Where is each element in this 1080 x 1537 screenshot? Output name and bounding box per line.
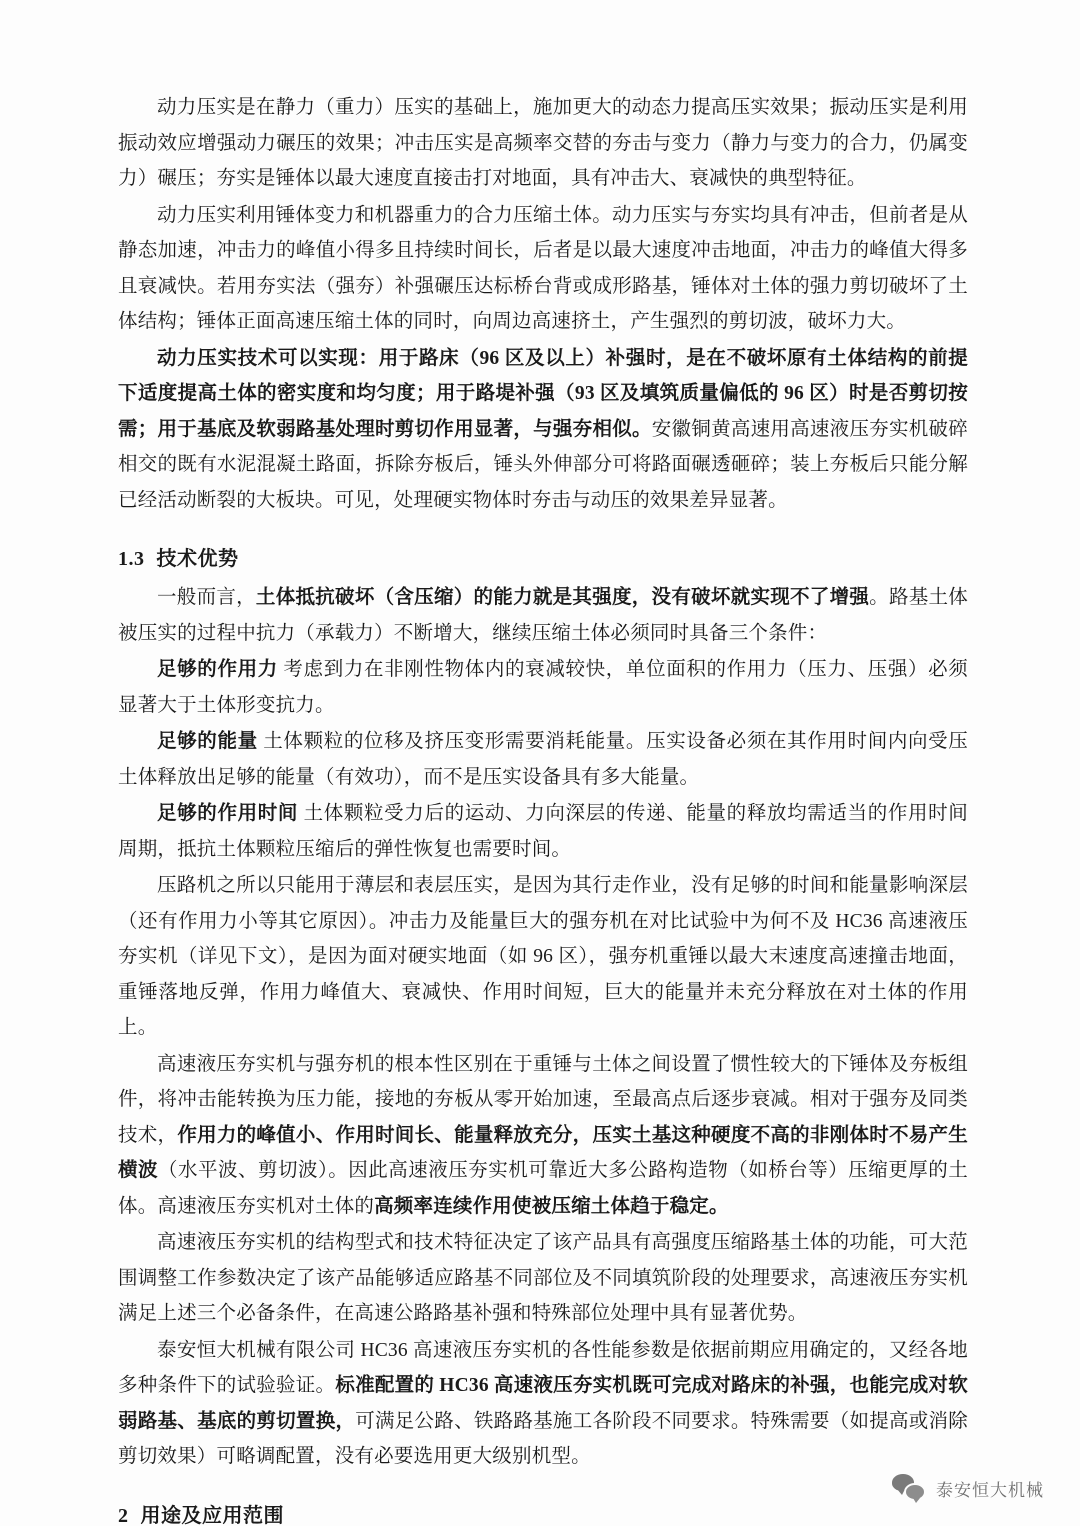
text-run: 动力压实利用锤体变力和机器重力的合力压缩土体。动力压实与夯实均具有冲击，但前者是从静态加速，冲击力的峰值小得多且持续时间长，后者是以最大速度冲击地面，冲击力的峰值大得多且衰减快。若用夯实法（强夯）补强碾压达标桥台背或成形路基，锤体对土体的强力剪切破坏了土体结构；锤体正面高速压缩土体的同时，向周边高速挤土，产生强烈的剪切波，破坏力大。 bbox=[118, 204, 968, 332]
text-run-bold: 标准配置的 HC36 高速液压夯实机既可完成对路床的补强，也能完成对软弱路基、基底的剪切置换， bbox=[118, 1375, 968, 1432]
paragraph bbox=[118, 198, 968, 340]
paragraph bbox=[118, 1333, 968, 1475]
text-run: 土体颗粒受力后的运动、力向深层的传递、能量的释放均需适当的作用时间周期，抵抗土体颗粒压缩后的弹性恢复也需要时间。 bbox=[118, 803, 968, 860]
text-run: 考虑到力在非刚性物体内的衰减较快，单位面积的作用力（压力、压强）必须显著大于土体形变抗力。 bbox=[118, 659, 968, 716]
text-run-bold: 足够的作用力 bbox=[157, 659, 278, 680]
heading-number: 2 bbox=[118, 1504, 129, 1527]
document-body bbox=[118, 90, 968, 1537]
text-run: 高速液压夯实机的结构型式和技术特征决定了该产品具有高强度压缩路基土体的功能，可大范围调整工作参数决定了该产品能够适应路基不同部位及不同填筑阶段的处理要求，高速液压夯实机满足上述三个必备条件，在高速公路路基补强和特殊部位处理中具有显著优势。 bbox=[118, 1232, 968, 1324]
text-run: 土体颗粒的位移及挤压变形需要消耗能量。压实设备必须在其作用时间内向受压土体释放出足够的能量（有效功），而不是压实设备具有多大能量。 bbox=[118, 731, 968, 788]
paragraph bbox=[118, 90, 968, 197]
paragraph bbox=[118, 580, 968, 651]
paragraph bbox=[118, 1047, 968, 1225]
heading-2 bbox=[118, 1499, 968, 1533]
text-run: 。路基土体被压实的过程中抗力（承载力）不断增大，继续压缩土体必须同时具备三个条件： bbox=[118, 587, 968, 644]
text-run: 高速液压夯实机与强夯机的根本性区别在于重锤与土体之间设置了惯性较大的下锤体及夯板组件，将冲击能转换为压力能，接地的夯板从零开始加速，至最高点后逐步衰减。相对于强夯及同类技术， bbox=[118, 1053, 968, 1146]
wechat-account-watermark bbox=[892, 1474, 1044, 1502]
text-run-bold: 足够的能量 bbox=[157, 731, 258, 752]
paragraph bbox=[118, 1225, 968, 1332]
wechat-icon bbox=[892, 1474, 926, 1502]
text-run-bold: 足够的作用时间 bbox=[157, 803, 299, 824]
text-run-bold: 高频率连续作用使被压缩土体趋于稳定。 bbox=[374, 1195, 729, 1217]
heading-number: 1.3 bbox=[118, 548, 145, 570]
heading-title: 技术优势 bbox=[156, 548, 239, 570]
text-run: 压路机之所以只能用于薄层和表层压实，是因为其行走作业，没有足够的时间和能量影响深层（还有作用力小等其它原因）。冲击力及能量巨大的强夯机在对比试验中为何不及 HC36 高速液压夯实机（详见下文），是因为面对硬实地面（如 96 区），强夯机重锤以最大末速度高速撞击地面，重锤落地反弹，作用力峰值大、衰减快、作用时间短，巨大的能量并未充分释放在对土体的作用上。 bbox=[118, 875, 968, 1038]
text-run-bold: 土体抵抗破坏（含压缩）的能力就是其强度，没有破坏就实现不了增强 bbox=[255, 587, 870, 608]
text-run: 泰安恒大机械有限公司 HC36 高速液压夯实机的各性能参数是依据前期应用确定的，又经各地多种条件下的试验验证。 bbox=[118, 1339, 968, 1396]
text-run: 安徽铜黄高速用高速液压夯实机破碎相交的既有水泥混凝土路面，拆除夯板后，锤头外伸部分可将路面碾透砸碎；装上夯板后只能分解已经活动断裂的大板块。可见，处理硬实物体时夯击与动压的效果差异显著。 bbox=[118, 418, 968, 511]
text-run: 一般而言， bbox=[157, 587, 256, 608]
text-run: （水平波、剪切波）。因此高速液压夯实机可靠近大多公路构造物（如桥台等）压缩更厚的土体。高速液压夯实机对土体的 bbox=[118, 1160, 969, 1217]
text-run: 动力压实是在静力（重力）压实的基础上，施加更大的动态力提高压实效果；振动压实是利用振动效应增强动力碾压的效果；冲击压实是高频率交替的夯击与变力（静力与变力的合力，仍属变力）碾压；夯实是锤体以最大速度直接击打对地面，具有冲击大、衰减快的典型特征。 bbox=[118, 97, 968, 189]
paragraph bbox=[118, 341, 968, 519]
text-run: 可满足公路、铁路路基施工各阶段不同要求。特殊需要（如提高或消除剪切效果）可略调配置，没有必要选用更大级别机型。 bbox=[118, 1410, 968, 1467]
paragraph bbox=[118, 868, 968, 1046]
heading-1-3 bbox=[118, 542, 968, 576]
paragraph bbox=[118, 652, 968, 723]
paragraph bbox=[118, 796, 968, 867]
paragraph bbox=[118, 724, 968, 795]
wechat-account-name: 泰安恒大机械 bbox=[936, 1480, 1044, 1500]
text-run-bold: 作用力的峰值小、作用时间长、能量释放充分，压实土基这种硬度不高的非刚体时不易产生横波 bbox=[118, 1124, 968, 1181]
heading-title: 用途及应用范围 bbox=[140, 1504, 284, 1527]
text-run-bold: 动力压实技术可以实现：用于路床（96 区及以上）补强时，是在不破坏原有土体结构的前提下适度提高土体的密实度和均匀度；用于路堤补强（93 区及填筑质量偏低的 96 区）时是否剪切按需；用于基底及软弱路基处理时剪切作用显著，与强夯相似。 bbox=[118, 347, 968, 440]
